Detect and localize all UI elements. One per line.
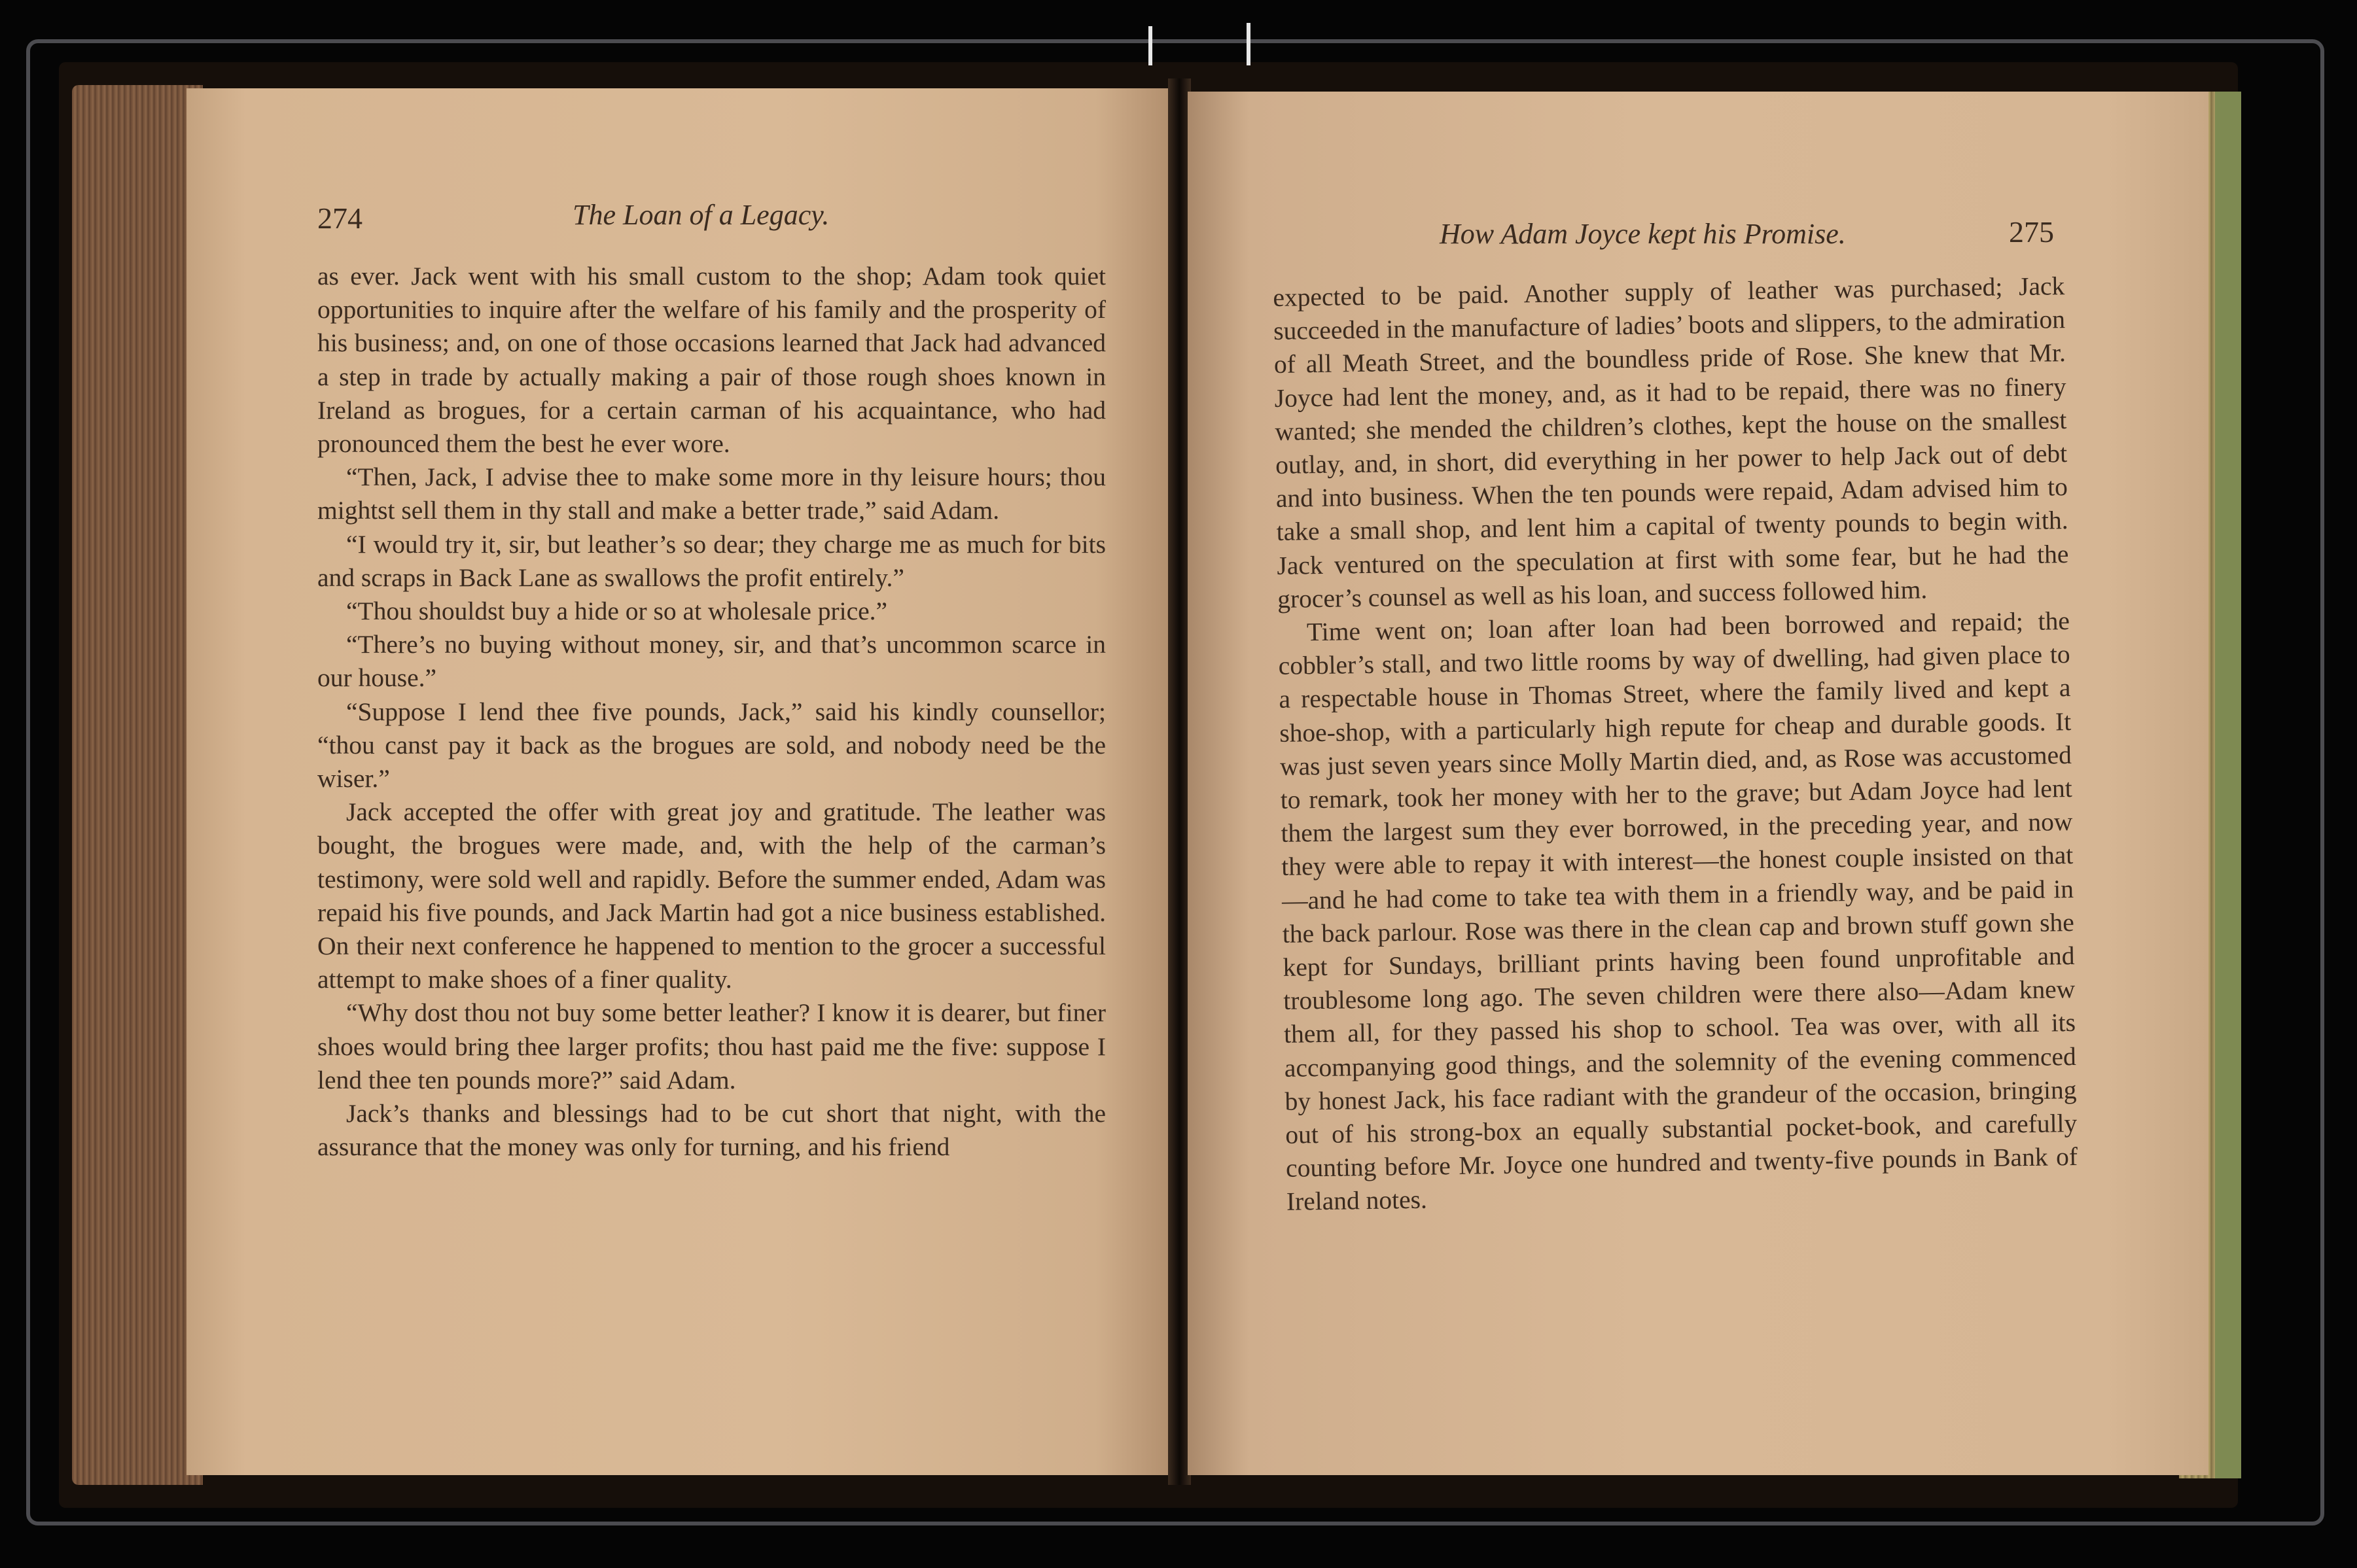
- paragraph: as ever. Jack went with his small custom to the shop; Adam took quiet opportunities to inquire after the welfare of his family and the prosperity of his business; and, on one of those occasions learned that Jack had advanced a step in trade by actually making a pair of those rough shoes known in Ireland as brogues, for a certain carman of his acquaintance, who had pronounced them the best he ever wore.: [317, 262, 1106, 459]
- sleeve-mark: [1148, 26, 1152, 65]
- paragraph: “Why dost thou not buy some better leather? I know it is dearer, but finer shoes would bring thee larger profits; thou hast paid me the five: suppose I lend thee ten pounds more?” said Adam.: [317, 998, 1106, 1094]
- paragraph: “There’s no buying without money, sir, and that’s uncommon scarce in our house.”: [317, 630, 1106, 693]
- paragraph: “Suppose I lend thee five pounds, Jack,” said his kindly counsellor; “thou canst pay it back as the brogues are sold, and nobody need be the wiser.”: [317, 697, 1106, 793]
- running-title: How Adam Joyce kept his Promise.: [1440, 218, 1846, 250]
- paragraph: Jack’s thanks and blessings had to be cut short that night, with the assurance that the money was only for turning, and his friend: [317, 1099, 1106, 1162]
- page-number: 275: [2009, 215, 2054, 249]
- paragraph: expected to be paid. Another supply of leather was purchased; Jack succeeded in the manufacture of ladies’ boots and slippers, to the admiration of all Meath Street, and the boundless pride of Rose. She knew that Mr. Joyce had lent the money, and, as it had to be repaid, there was no finery wanted; she mended the children’s clothes, kept the house on the smallest outlay, and, in short, did everything in her power to help Jack out of debt and into business. When the ten pounds were repaid, Adam advised him to take a small shop, and lent him a capital of twenty pounds to begin with. Jack ventured on the speculation at first with some fear, but he had the grocer’s counsel as well as his loan, and success followed him.: [1273, 271, 2069, 614]
- paragraph: Time went on; loan after loan had been borrowed and repaid; the cobbler’s stall, and two little rooms by way of dwelling, had given place to a respectable house in Thomas Street, where the family lived and kept a shoe-shop, with a particularly high repute for cheap and durable goods. It was just seven years since Molly Martin died, and, as Rose was accustomed to remark, took her money with her to the grave; but Adam Joyce had lent them the largest sum they ever borrowed, in the preceding year, and now they were able to repay it with interest—the honest couple insisted on that—and he had come to take tea with them in a friendly way, and be paid in the back parlour. Rose was there in the clean cap and brown stuff gown she kept for Sundays, brilliant prints having been found unprofitable and troublesome long ago. The seven children were there also—Adam knew them all, for they passed his shop to school. Tea was over, with all its accompanying good things, and the solemnity of the evening commenced by honest Jack, his face radiant with the grandeur of the occasion, bringing out of his strong-box an equally substantial pocket-book, and carefully counting before Mr. Joyce one hundred and twenty-five pounds in Bank of Ireland notes.: [1278, 606, 2078, 1217]
- paragraph: “I would try it, sir, but leather’s so dear; they charge me as much for bits and scraps in Back Lane as swallows the profit entirely.”: [317, 529, 1106, 592]
- cover-board-edge: [2215, 92, 2241, 1478]
- left-page: [186, 88, 1175, 1475]
- right-page: [1188, 92, 2208, 1475]
- page-edges-left: [72, 85, 203, 1485]
- paragraph: Jack accepted the offer with great joy and gratitude. The leather was bought, the brogues were made, and, with the help of the carman’s testimony, were sold well and rapidly. Before the summer ended, Adam was repaid his five pounds, and Jack Martin had got a nice business established. On their next conference he happened to mention to the grocer a successful attempt to make shoes of a finer quality.: [317, 797, 1106, 994]
- body-text: [1273, 270, 2078, 1219]
- paragraph: “Thou shouldst buy a hide or so at wholesale price.”: [346, 597, 888, 626]
- page-number: 274: [317, 201, 363, 235]
- body-text: [317, 260, 1106, 1164]
- paragraph: “Then, Jack, I advise thee to make some more in thy leisure hours; thou mightst sell them in thy stall and make a better trade,” said Adam.: [317, 462, 1106, 525]
- sleeve-mark: [1247, 23, 1250, 65]
- running-title: The Loan of a Legacy.: [573, 199, 830, 231]
